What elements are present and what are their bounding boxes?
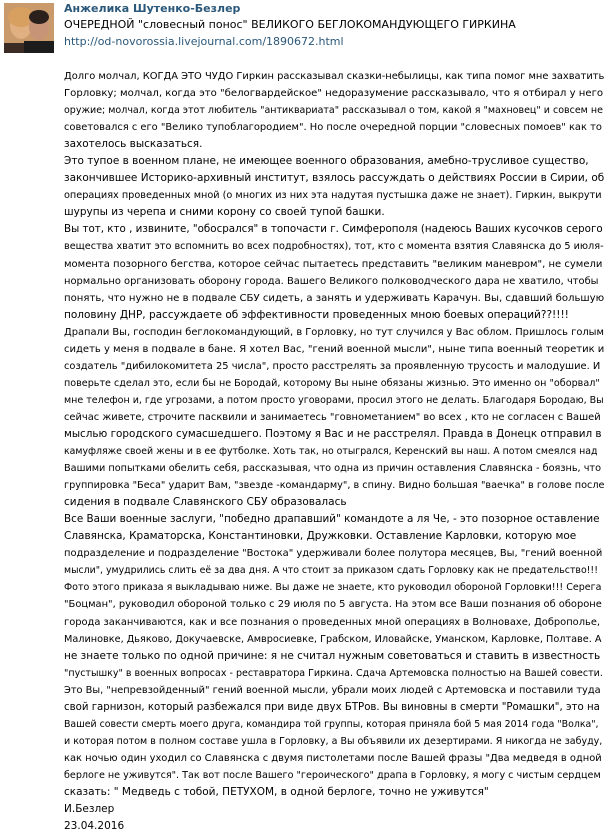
post-body-line: Горловку; молчал, когда это "белогвардейское" недоразумение рассказывало, что я отбирал у него bbox=[64, 88, 604, 100]
post-body-line: Вы тот, кто , извините, "обосрался" в топочасти г. Симферополя (надеюсь Ваших кусочков серого bbox=[64, 223, 603, 236]
signature: И.Безлер bbox=[64, 803, 115, 816]
post-body-line: города заканчиваются, как и все познания о проведенных мной операциях в Волновахе, Доброполье, bbox=[64, 616, 601, 628]
post-body-line: Это Вы, "непревзойденный" гений военной мысли, убрали моих людей с Артемовска и поставили туда bbox=[64, 684, 601, 696]
post-body-line: свой гарнизон, который разбежался при виде двух БТРов. Вы виновны в смерти "Ромашки", это на bbox=[64, 701, 600, 713]
post-date: 23.04.2016 bbox=[64, 820, 125, 833]
post-body-line: подразделение и подразделение "Востока" удерживали более полутора месяцев, Вы, "гений военной bbox=[64, 548, 603, 560]
post-body-line: сейчас живете, строчите пасквили и занимаетесь "говнометанием" во всех , кто не согласен с Вашей bbox=[64, 411, 601, 423]
post-body-line: сидения в подвале Славянского СБУ образовалась bbox=[64, 496, 347, 509]
post-body-line: "пустышку" в военных вопросах - реставратора Гиркина. Сдача Артемовска полностью на Вашей совести. bbox=[64, 667, 603, 679]
post-body-line: оружие; молчал, когда этот любитель "антиквариата" рассказывал о том, какой я "махновец" и совсем не bbox=[64, 105, 603, 117]
post-body-line: момента позорного бегства, которое сейчас пытаетесь представить "великим маневром", не сумели bbox=[64, 258, 603, 270]
post-body-line: половину ДНР, рассуждаете об эффективности проведенных мною боевых операций??!!!! bbox=[64, 308, 569, 321]
post-body-line: советовался с его "Велико тупоблагородием". Но после очередной порции "словесных помоев" как то bbox=[64, 122, 602, 134]
post-body-line: нормально организовать оборону города. Вашего Великого полководческого дара не хватило, чтобы bbox=[64, 275, 599, 287]
post-body-line: Это тупое в военном плане, не имеющее военного образования, амебно-трусливое существо, bbox=[64, 155, 589, 168]
post-body-line: захотелось высказаться. bbox=[64, 138, 203, 151]
post-body-line: операциях проведенных мной (о многих из них эта надутая пустышка даже не знает). Гиркин, выкрути bbox=[64, 190, 602, 202]
author-avatar[interactable] bbox=[4, 3, 54, 53]
post-body-line: как ночью один уходил со Славянска с двумя пистолетами после Вашей фразы "Два медведя в одной bbox=[64, 752, 602, 764]
post-body-line: вещества хватит это вспомнить во всех подробностях), тот, кто с момента взятия Славянска до 5 июля- bbox=[64, 241, 604, 253]
post-body-line: берлоге не уживутся". Так вот после Вашего "героического" драпа в Горловку, я могу с чистым сердцем bbox=[64, 769, 601, 781]
post-body-line: мыслью городского сумасшедшего. Поэтому я Вас и не расстрелял. Правда в Донецк отправил в bbox=[64, 427, 602, 440]
post-body-line: создатель "дибилокомитета 25 числа", просто расстрелять за проявленную трусость и малодушие. И bbox=[64, 360, 601, 372]
post-body-line: не знаете только по одной причине: я не считал нужным советоваться и ставить в известность bbox=[64, 649, 601, 662]
post-body-line: камуфляже своей жены и в ее футболке. Хоть так, но отыгрался, Керенский вы наш. А потом смеялся над bbox=[64, 446, 598, 458]
post-body-line: понять, что нужно не в подвале СБУ сидеть, а занять и удерживать Карачун. Вы, сдавший большую bbox=[64, 292, 605, 304]
post-title: ОЧЕРЕДНОЙ "словесный понос" ВЕЛИКОГО БЕГЛОКОМАНДУЮЩЕГО ГИРКИНА bbox=[64, 18, 516, 31]
post-body-line: сказать: " Медведь с тобой, ПЕТУХОМ, в одной берлоге, точно не уживутся" bbox=[64, 785, 489, 798]
post-body-line: Вашими попытками обелить себя, рассказывая, что одна из причин оставления Славянска - боязнь, что bbox=[64, 463, 601, 475]
post-body-line: Долго молчал, КОГДА ЭТО ЧУДО Гиркин рассказывал сказки-небылицы, как типа помог мне захватить bbox=[64, 71, 605, 82]
post-body-line: мысли", умудрились слить её за два дня. А что стоит за приказом сдать Горловку как не предательство!!! bbox=[64, 565, 598, 577]
avatar-photo-icon bbox=[4, 3, 54, 53]
post-body-line: шурупы из черепа и сними корону со своей тупой башки. bbox=[64, 206, 385, 219]
author-name-link[interactable]: Анжелика Шутенко-Безлер bbox=[64, 2, 241, 15]
post-body-line: закончившее Историко-архивный институт, взялось рассуждать о действиях России в Сирии, об bbox=[64, 172, 605, 185]
post-body-line: и которая потом в полном составе ушла в Горловку, а Вы объявили их дезертирами. Я никогда не забуду, bbox=[64, 735, 603, 747]
post-body-line: поверьте сделал это, если бы не Бородай, которому Вы ныне обязаны жизнью. Это именно он "оборвал" bbox=[64, 377, 600, 389]
post-body-line: Все Ваши военные заслуги, "победно драпавший" командоте а ля Че, - это позорное оставление bbox=[64, 513, 600, 526]
post-body bbox=[64, 68, 604, 835]
post-body-line: сидеть у меня в подвале в бане. Я хотел Вас, "гений военной мысли", ныне типа военный теоретик и bbox=[64, 343, 605, 355]
post-body-line: "Боцман", руководил обороной только с 29 июля по 5 августа. На этом все Ваши познания об обороне bbox=[64, 599, 602, 611]
post-body-line: группировка "Беса" ударит Вам, "звезде -командарму", в спину. Видно большая "ваечка" в голове после bbox=[64, 480, 605, 492]
post-body-line: Славянска, Краматорска, Константиновки, Дружковки. Оставление Карловки, которую мое bbox=[64, 530, 577, 543]
post-body-line: мне телефон и, где угрозами, а потом просто уговорами, просил этого не делать. Благодаря Бородаю, Вы bbox=[64, 394, 604, 406]
source-link[interactable]: http://od-novorossia.livejournal.com/1890672.html bbox=[64, 35, 344, 48]
post-body-line: Драпали Вы, господин беглокомандующий, в Горловку, но тут случился у Вас облом. Пришлось голым bbox=[64, 326, 604, 338]
post-body-line: Вашей совести смерть моего друга, командира той группы, которая приняла бой 5 мая 2014 года "Волка", bbox=[64, 718, 599, 730]
post-body-line: Малиновке, Дьяково, Докучаевске, Амвросиевке, Грабском, Иловайске, Уманском, Карловке, Полтаве. А bbox=[64, 633, 602, 645]
post-body-line: Фото этого приказа я выкладываю ниже. Вы даже не знаете, кто руководил обороной Горловки!!! Серега bbox=[64, 582, 602, 594]
